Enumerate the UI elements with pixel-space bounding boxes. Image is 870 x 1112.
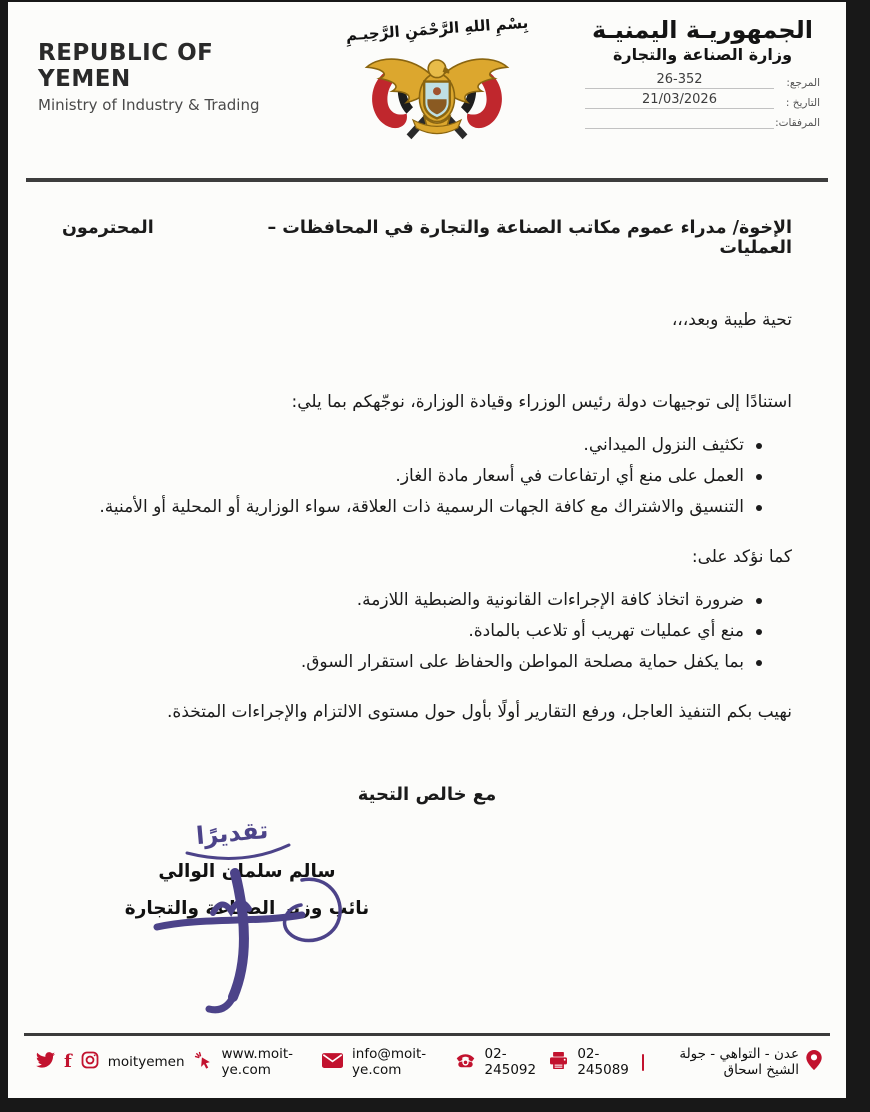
directives-list — [62, 430, 766, 523]
header-divider — [26, 178, 828, 182]
bismillah-text: بِسْمِ اللهِ الرَّحْمَنِ الرَّحِيـمِ — [344, 13, 529, 45]
website-url: www.moit-ye.com — [221, 1046, 294, 1078]
date-field — [585, 92, 820, 109]
greeting-line: تحية طيبة وبعد،،، — [671, 310, 792, 330]
reference-label: المرجع: — [786, 77, 820, 90]
letter-page — [8, 2, 846, 1098]
signature-block — [82, 815, 412, 1009]
address-text: عدن - التواهي - جولة الشيخ اسحاق — [679, 1046, 799, 1078]
letterhead-english — [38, 18, 288, 170]
emphasis-item: بما يكفل حماية مصلحة المواطن والحفاظ على استقرار السوق. — [62, 647, 766, 678]
facebook-icon: f — [64, 1051, 72, 1072]
email-address: info@moit-ye.com — [352, 1046, 427, 1078]
letterhead-arabic — [585, 18, 820, 170]
emphasis-item: ضرورة اتخاذ كافة الإجراءات القانونية والضبطية اللازمة. — [62, 585, 766, 616]
page-footer — [8, 1033, 846, 1098]
twitter-icon — [36, 1052, 55, 1072]
recipient-honorific: المحترمون — [62, 218, 154, 238]
country-name-en: REPUBLIC OF YEMEN — [38, 40, 214, 92]
letterhead-center — [342, 13, 532, 170]
ministry-name-ar: وزارة الصناعة والتجارة — [612, 45, 793, 65]
emphasis-list — [62, 585, 766, 678]
phone-number: 02-245092 — [484, 1046, 537, 1078]
address-group — [653, 1046, 822, 1078]
country-name-ar: الجمهوريـة اليمنيـة — [592, 16, 813, 44]
recipient-text: الإخوة/ مدراء عموم مكاتب الصناعة والتجارة في المحافظات – العمليات — [267, 218, 792, 258]
date-value: 21/03/2026 — [585, 92, 774, 109]
reference-value: 26-352 — [585, 72, 774, 89]
directive-item: العمل على منع أي ارتفاعات في أسعار مادة الغاز. — [62, 461, 766, 492]
location-pin-icon — [806, 1050, 822, 1074]
emphasis-intro: كما نؤكد على: — [691, 547, 792, 567]
yemen-coat-of-arms-icon — [342, 40, 532, 148]
social-handle: moityemen — [107, 1054, 185, 1070]
fax-icon — [549, 1052, 568, 1073]
date-label: التاريخ : — [785, 97, 820, 110]
fax-number: 02-245089 — [577, 1046, 629, 1078]
separator-bar — [642, 1054, 644, 1071]
attachments-field — [585, 112, 820, 129]
envelope-icon — [322, 1053, 343, 1072]
attachments-label: المرفقات: — [775, 117, 820, 130]
closing-instruction: نهيب بكم التنفيذ العاجل، ورفع التقارير أولًا بأول حول مستوى الالتزام والإجراءات المتخذة. — [167, 702, 792, 722]
letterhead — [8, 2, 846, 170]
ministry-name-en: Ministry of Industry & Trading — [38, 96, 260, 114]
phone-icon — [455, 1052, 476, 1072]
footer-contact-row — [8, 1036, 846, 1098]
attachments-value — [585, 112, 774, 129]
letter-body — [8, 218, 846, 1009]
cursor-click-icon — [194, 1051, 213, 1074]
signer-name: سالم سلمان الوالي — [158, 861, 336, 882]
handwritten-word: تقديرًا — [194, 815, 270, 851]
intro-paragraph: استنادًا إلى توجيهات دولة رئيس الوزراء وقيادة الوزارة، نوجّهكم بما يلي: — [291, 392, 792, 412]
directive-item: التنسيق والاشتراك مع كافة الجهات الرسمية ذات العلاقة، سواء الوزارية أو المحلية أو الأمنية. — [62, 492, 766, 523]
recipient-line — [62, 218, 792, 258]
reference-field — [585, 72, 820, 89]
signer-title: نائب وزير الصناعة والتجارة — [124, 898, 370, 919]
reference-fields — [585, 72, 820, 129]
instagram-icon — [81, 1051, 99, 1073]
closing-salutation: مع خالص التحية — [357, 784, 497, 805]
emphasis-item: منع أي عمليات تهريب أو تلاعب بالمادة. — [62, 616, 766, 647]
directive-item: تكثيف النزول الميداني. — [62, 430, 766, 461]
